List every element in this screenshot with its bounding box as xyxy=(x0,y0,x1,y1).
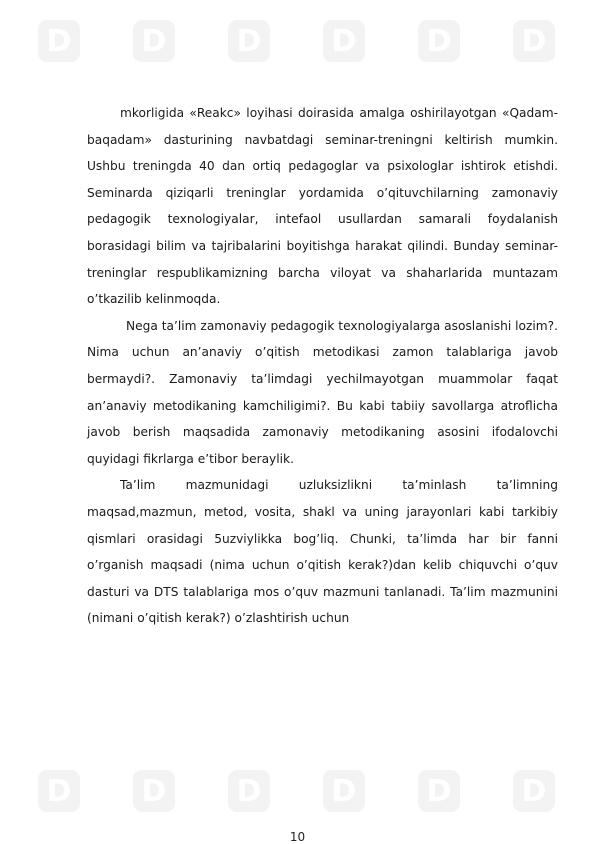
watermark-logo-icon: D xyxy=(38,20,80,62)
paragraph: mkorligida «Reakc» loyihasi doirasida amalga oshirilayotgan «Qadam-baqadam» dasturining navbatdagi seminar-treningni keltirish mumkin. Ushbu treningda 40 dan ortiq pedagoglar va psixologlar ishtirok etishdi. Seminarda qiziqarli treninglar yordamida o’qituvchilarning zamonaviy pedagogik texnologiyalar, intefaol usullardan samarali foydalanish borasidagi bilim va tajribalarini boyitishga harakat qilindi. Bunday seminar-treninglar respublikamizning barcha viloyat va shaharlarida muntazam o’tkazilib kelinmoqda. xyxy=(87,106,558,307)
watermark-logo-icon: D xyxy=(418,20,460,62)
watermark-logo-icon: D xyxy=(228,770,270,812)
document-body xyxy=(87,100,558,632)
watermark-logo-icon: D xyxy=(133,770,175,812)
watermark-logo-icon: D xyxy=(418,770,460,812)
watermark-logo-icon: D xyxy=(38,770,80,812)
paragraph: Ta’lim mazmunidagi uzluksizlikni ta’minlash ta’limning maqsad,mazmun, metod, vosita, shakl va uning jarayonlari kabi tarkibiy qismlari orasidagi 5uzviylikka bog’liq. Chunki, ta’limda har bir fanni o’rganish maqsadi (nima uchun o’qitish kerak?)dan kelib chiquvchi o’quv dasturi va DTS talablariga mos o’quv mazmuni tanlanadi. Ta’lim mazmunini (nimani o’qitish kerak?) o’zlashtirish uchun xyxy=(87,478,558,626)
watermark-logo-icon: D xyxy=(228,20,270,62)
page-number: 10 xyxy=(289,830,306,844)
watermark-logo-icon: D xyxy=(513,20,555,62)
watermark-logo-icon: D xyxy=(133,20,175,62)
paragraph: Nega ta’lim zamonaviy pedagogik texnologiyalarga asoslanishi lozim?. Nima uchun an’anaviy o’qitish metodikasi zamon talablariga javob bermaydi?. Zamonaviy ta’limdagi yechilmayotgan muammolar faqat an’anaviy metodikaning kamchiligimi?. Bu kabi tabiiy savollarga atroflicha javob berish maqsadida zamonaviy metodikaning asosini ifodalovchi quyidagi fikrlarga e’tibor beraylik. xyxy=(87,318,558,466)
watermark-logo-icon: D xyxy=(323,20,365,62)
watermark-logo-icon: D xyxy=(513,770,555,812)
watermark-logo-icon: D xyxy=(323,770,365,812)
